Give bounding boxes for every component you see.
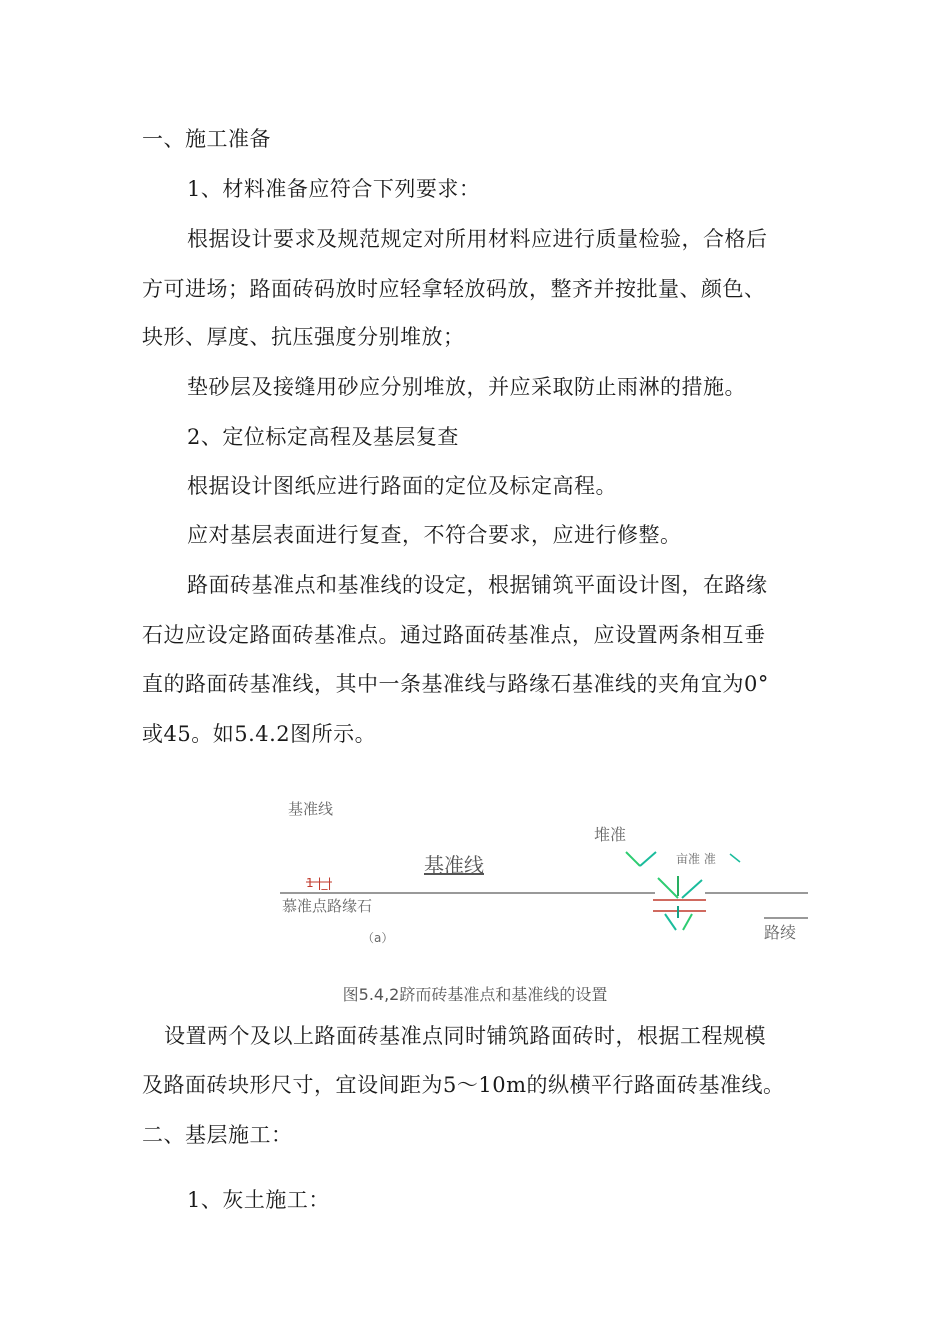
paragraph-line: 或45。如5.4.2图所示。 (142, 722, 377, 746)
heading-base-construction: 二、基层施工： (142, 1123, 293, 1147)
paragraph-line: 方可进场；路面砖码放时应轻拿轻放码放，整齐并按批量、颜色、 (142, 277, 766, 301)
subheading-lime-soil: 1、灰土施工： (187, 1188, 330, 1212)
ray-upper-green (626, 852, 640, 866)
paragraph-line: 根据设计图纸应进行路面的定位及标定高程。 (187, 474, 617, 498)
figure-label-right-bottom: 路绫 (764, 923, 797, 942)
figure-label-curb-point: 慕准点路缘石 (282, 897, 373, 915)
paragraph-line: 及路面砖块形尺寸，宜设间距为5〜10m的纵横平行路面砖基准线。 (142, 1073, 785, 1097)
heading-construction-preparation: 一、施工准备 (142, 127, 271, 151)
subheading-material-preparation: 1、材料准备应符合下列要求： (187, 177, 481, 201)
figure-caption: 图5.4,2跻而砖基准点和基准线的设置 (342, 985, 608, 1004)
ray-cross-5 (683, 914, 692, 930)
paragraph-line: 根据设计要求及规范规定对所用材料应进行质量检验，合格后 (187, 227, 768, 251)
paragraph-line: 垫砂层及接缝用砂应分别堆放，并应采取防止雨淋的措施。 (187, 375, 746, 399)
figure-label-right-top: 堆准 (594, 825, 627, 844)
figure-label-baseline-mid: 基准线 (424, 853, 484, 877)
paragraph-line: 直的路面砖基准线，其中一条基准线与路缘石基准线的夹角宜为0° (142, 672, 769, 696)
figure-label-mark: 1 |_| (306, 876, 332, 890)
ray-cross-4 (665, 914, 676, 930)
paragraph-line: 块形、厚度、抗压强度分别堆放； (142, 325, 465, 349)
ray-cross-2 (682, 880, 702, 898)
figure-label-baseline-top: 基准线 (288, 800, 334, 818)
subheading-positioning: 2、定位标定高程及基层复查 (187, 425, 459, 449)
paragraph-line: 设置两个及以上路面砖基准点同时铺筑路面砖时，根据工程规模 (164, 1024, 766, 1048)
ray-cross-1 (658, 878, 678, 898)
ray-right-small (730, 854, 740, 862)
figure-label-right-mid: 亩准 准 (676, 852, 716, 866)
ray-upper-cyan (640, 852, 656, 866)
paragraph-line: 应对基层表面进行复查，不符合要求，应进行修整。 (187, 523, 682, 547)
baseline-diagram (270, 790, 830, 960)
figure-label-a: （a） (362, 931, 394, 945)
paragraph-line: 石边应设定路面砖基准点。通过路面砖基准点，应设置两条相互垂 (142, 623, 766, 647)
paragraph-line: 路面砖基准点和基准线的设定，根据铺筑平面设计图，在路缘 (187, 573, 768, 597)
